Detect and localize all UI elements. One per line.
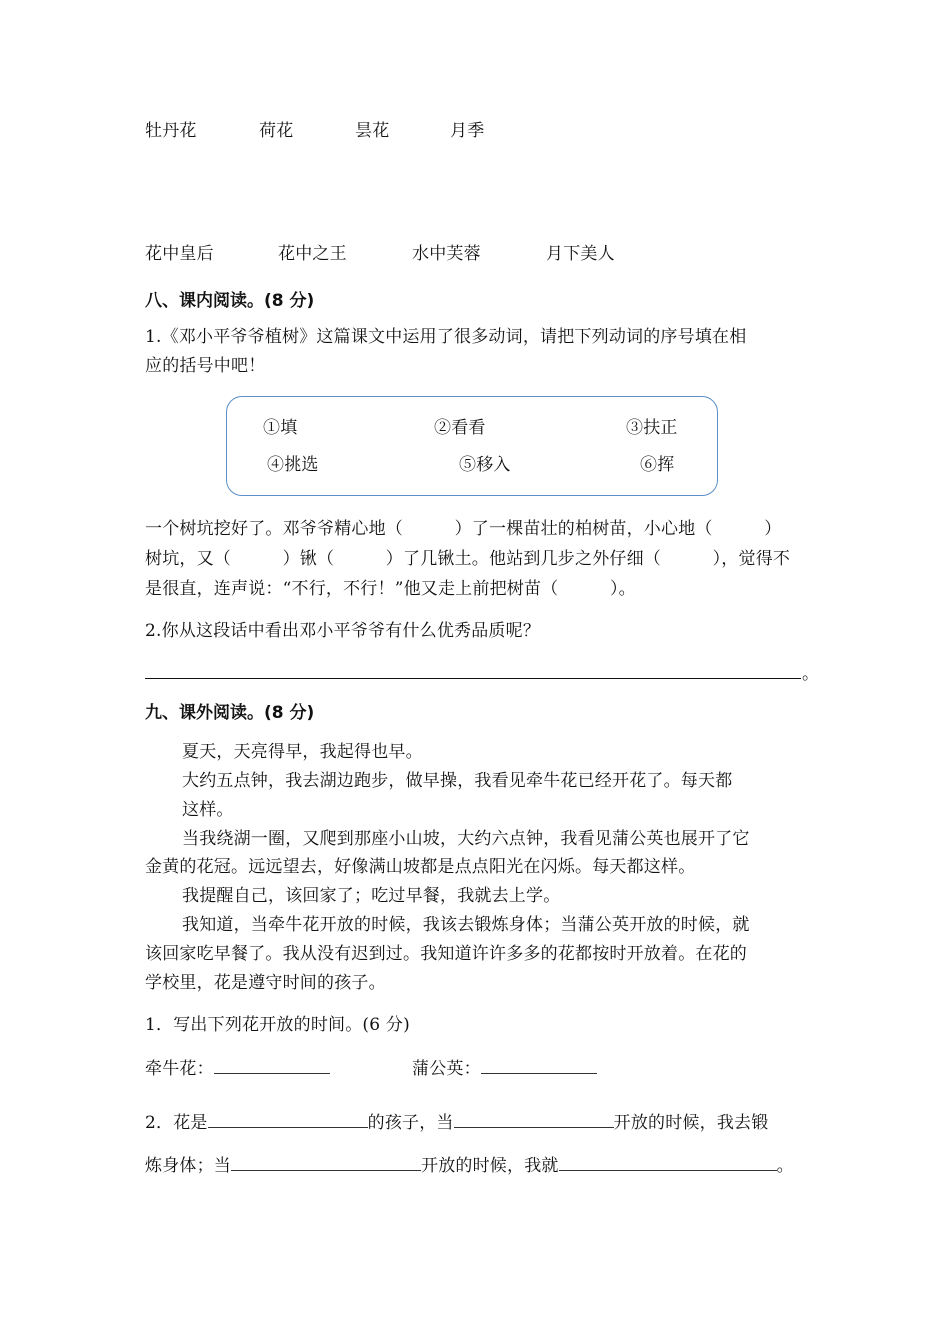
q2-text-6: 。	[776, 1156, 794, 1176]
passage-9-p1: 夏天，天亮得早，我起得也早。	[182, 742, 423, 762]
q2-text-5: 开放的时候，我就	[421, 1156, 559, 1176]
q1-dandelion-blank[interactable]	[481, 1053, 597, 1074]
flower-title-3: 水中芙蓉	[412, 244, 481, 264]
q2-text-4: 炼身体；当	[145, 1156, 231, 1176]
q1-dandelion-label: 蒲公英：	[412, 1059, 481, 1079]
passage-9-p2a: 大约五点钟，我去湖边跑步，做早操，我看见牵牛花已经开花了。每天都	[182, 771, 733, 791]
section-9-q1: 1．写出下列花开放的时间。(6 分)	[145, 1015, 410, 1035]
answer-line[interactable]	[145, 678, 801, 679]
q2-line2	[145, 1150, 794, 1180]
q2-blank-2[interactable]	[454, 1107, 614, 1128]
passage-9-p5c: 学校里，花是遵守时间的孩子。	[145, 973, 386, 993]
flower-title-4: 月下美人	[546, 244, 615, 264]
q2-blank-3[interactable]	[231, 1150, 421, 1171]
verb-options-box	[226, 396, 718, 496]
verb-option-1: ①填	[263, 418, 298, 438]
answer-line-period: 。	[802, 664, 820, 684]
q2-blank-4[interactable]	[559, 1150, 777, 1171]
flower-name-3: 昙花	[355, 121, 390, 141]
passage-9-p5a: 我知道，当牵牛花开放的时候，我该去锻炼身体；当蒲公英开放的时候，就	[182, 915, 750, 935]
verb-option-4: ④挑选	[267, 455, 319, 475]
passage-9-p2b: 这样。	[182, 800, 234, 820]
passage-8-line3: 是很直，连声说：“不行，不行！”他又走上前把树苗（ ）。	[145, 579, 636, 599]
passage-8-line2: 树坑，又（ ）锹（ ）了几锹土。他站到几步之外仔细（ ），觉得不	[145, 549, 791, 569]
passage-9-p3b: 金黄的花冠。远远望去，好像满山坡都是点点阳光在闪烁。每天都这样。	[145, 857, 696, 877]
q2-line1	[145, 1107, 768, 1137]
passage-9-p5b: 该回家吃早餐了。我从没有迟到过。我知道许许多多的花都按时开放着。在花的	[145, 944, 747, 964]
section-8-q1-line2: 应的括号中吧！	[145, 356, 266, 376]
q1-morning-glory-row	[145, 1053, 330, 1083]
passage-9-p3a: 当我绕湖一圈，又爬到那座小山坡，大约六点钟，我看见蒲公英也展开了它	[182, 829, 750, 849]
section-8-q1-line1: 1.《邓小平爷爷植树》这篇课文中运用了很多动词，请把下列动词的序号填在相	[145, 327, 747, 347]
verb-option-3: ③扶正	[626, 418, 678, 438]
verb-option-5: ⑤移入	[459, 455, 511, 475]
flower-title-1: 花中皇后	[145, 244, 214, 264]
q2-text-1: 2．花是	[145, 1113, 208, 1133]
q2-blank-1[interactable]	[208, 1107, 368, 1128]
q1-dandelion-row	[412, 1053, 597, 1083]
section-9-heading: 九、课外阅读。(8 分)	[145, 703, 315, 723]
q1-morning-glory-blank[interactable]	[214, 1053, 330, 1074]
verb-option-6: ⑥挥	[640, 455, 675, 475]
section-8-heading: 八、课内阅读。(8 分)	[145, 291, 315, 311]
q2-text-2: 的孩子，当	[367, 1113, 454, 1133]
q1-morning-glory-label: 牵牛花：	[145, 1059, 214, 1079]
verb-option-2: ②看看	[434, 418, 486, 438]
flower-name-4: 月季	[450, 121, 485, 141]
section-8-q2: 2.你从这段话中看出邓小平爷爷有什么优秀品质呢？	[145, 621, 541, 641]
flower-title-2: 花中之王	[278, 244, 347, 264]
flower-name-2: 荷花	[259, 121, 294, 141]
passage-9-p4: 我提醒自己，该回家了；吃过早餐，我就去上学。	[182, 886, 561, 906]
passage-8-line1: 一个树坑挖好了。邓爷爷精心地（ ）了一棵苗壮的柏树苗，小心地（ ）	[145, 519, 782, 539]
flower-name-1: 牡丹花	[145, 121, 197, 141]
q2-text-3: 开放的时候，我去锻	[613, 1113, 769, 1133]
